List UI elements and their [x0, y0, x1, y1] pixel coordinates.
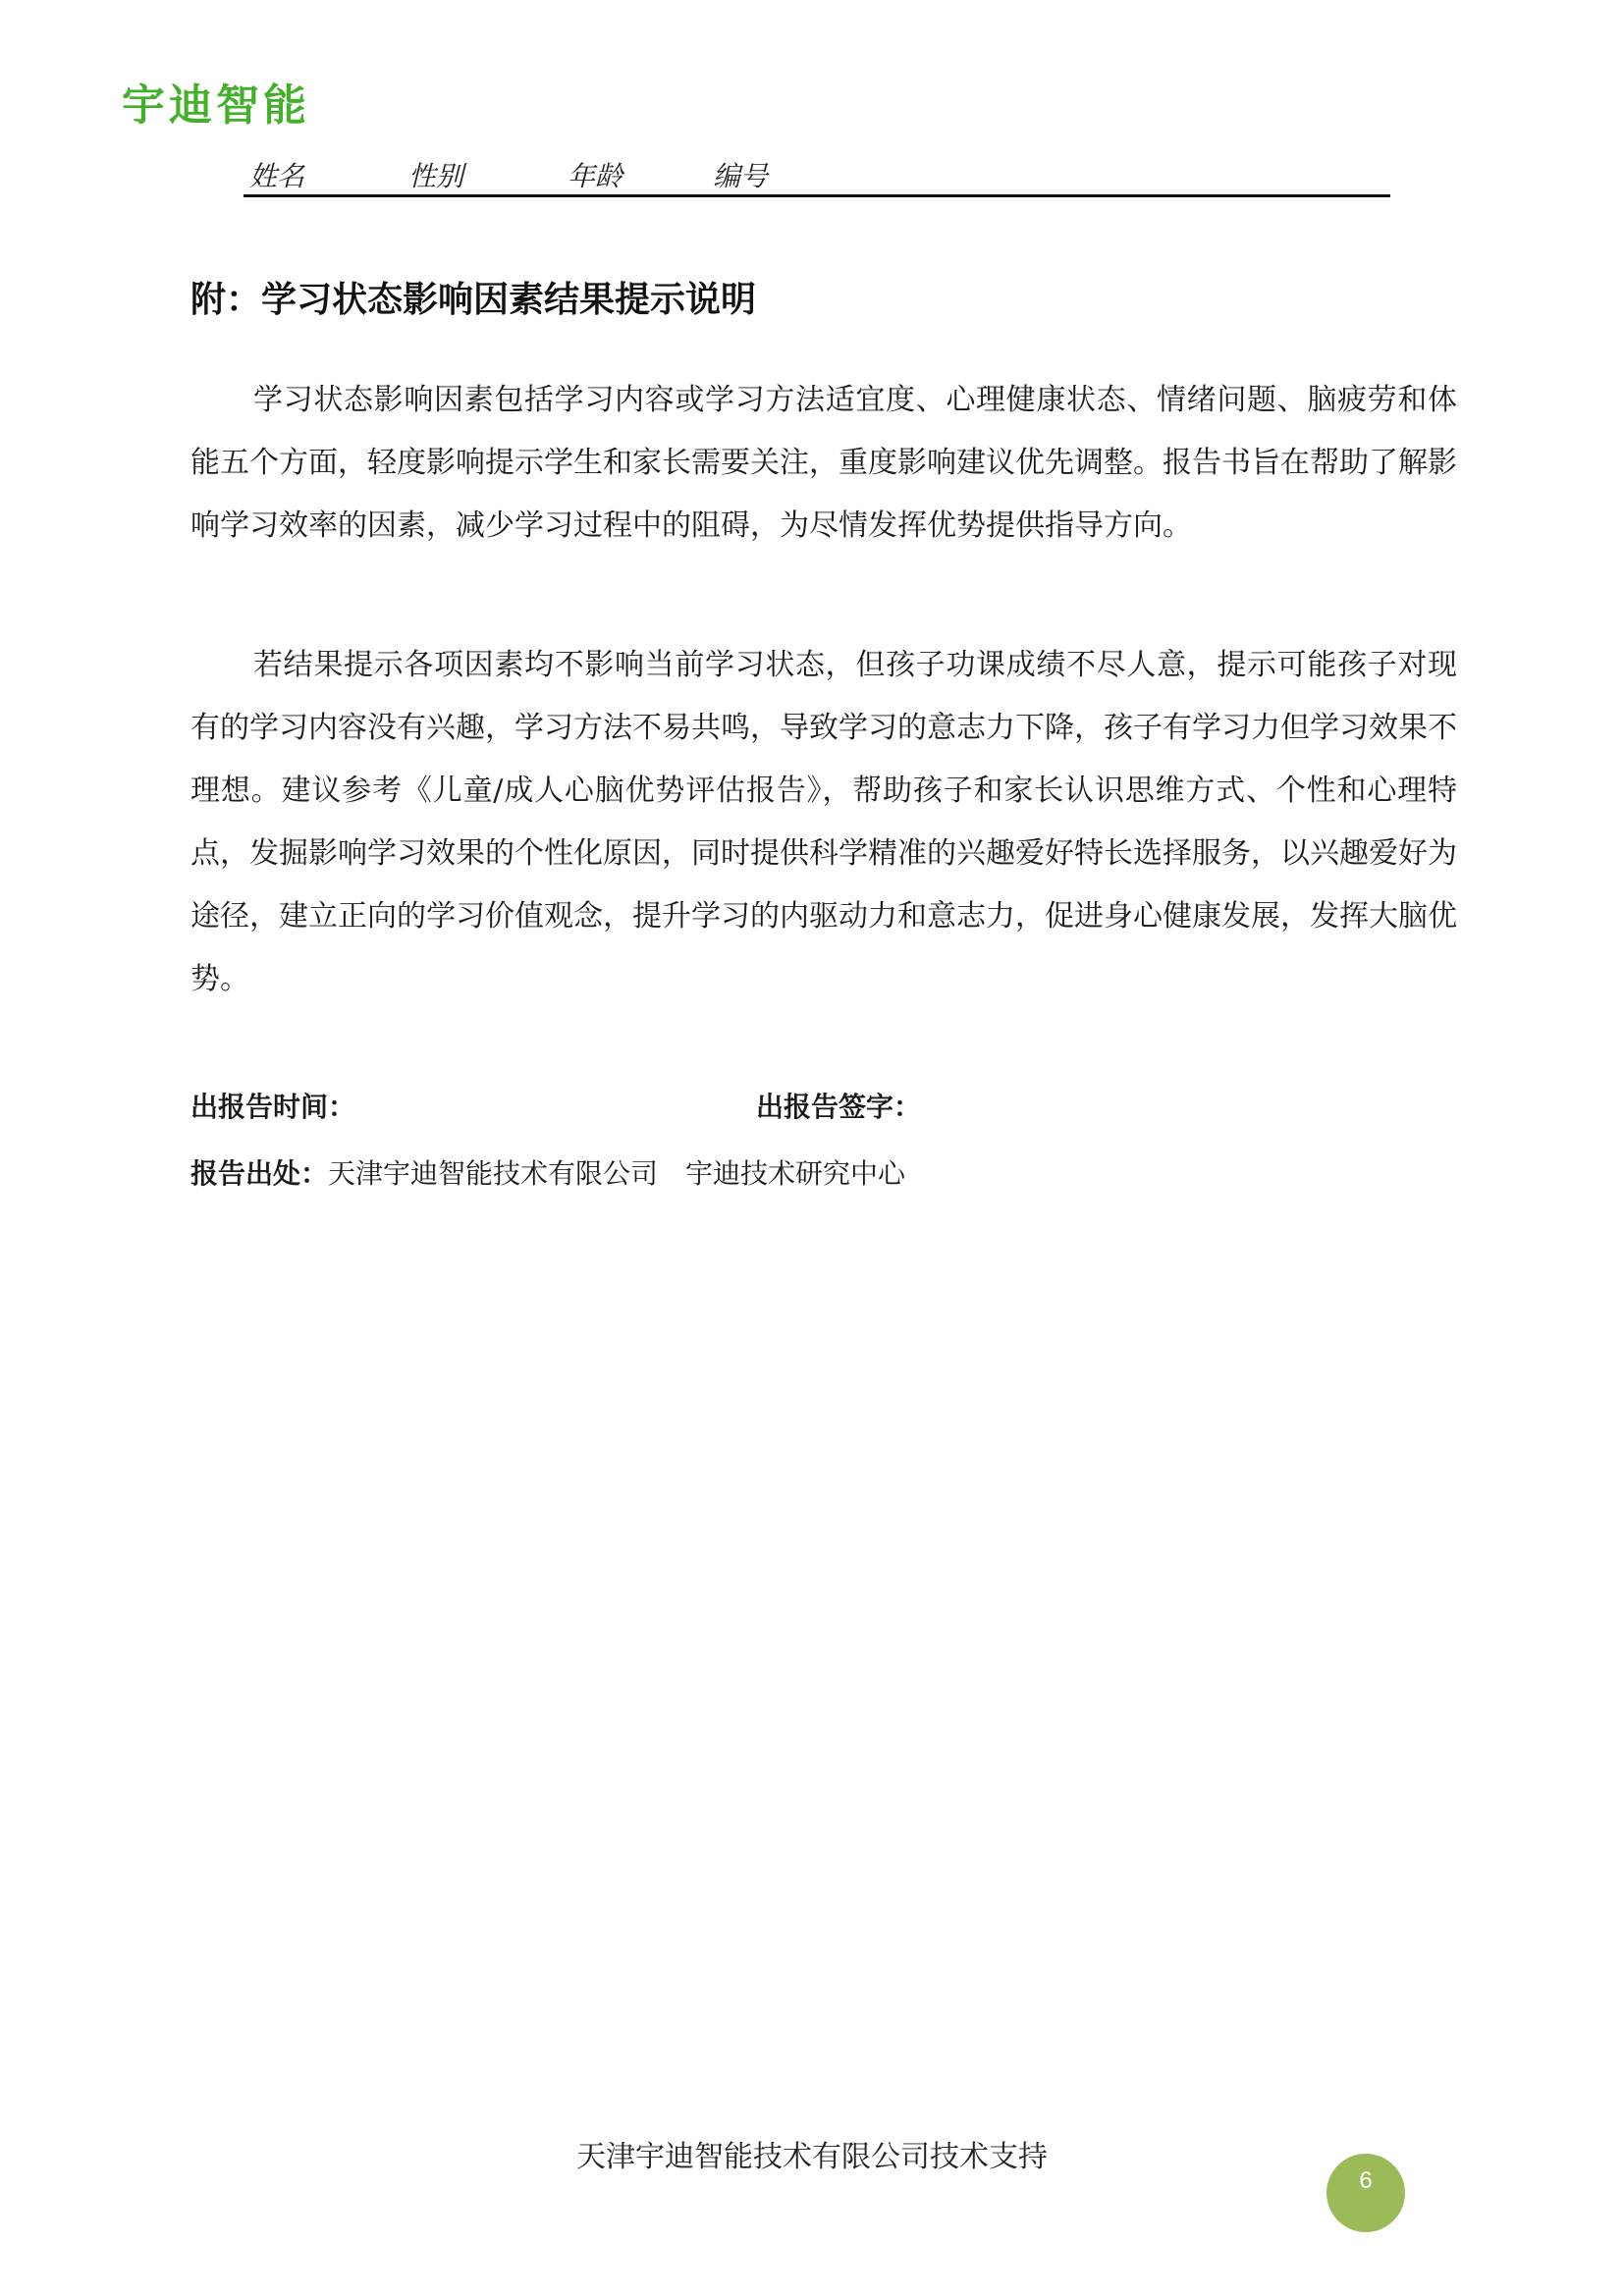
- header-fields: [244, 147, 1390, 197]
- report-source-company: 天津宇迪智能技术有限公司: [328, 1157, 659, 1190]
- page-number-badge: 6: [1326, 2154, 1405, 2232]
- report-source-label: 报告出处：: [190, 1157, 329, 1190]
- report-source-center: 宇迪技术研究中心: [685, 1157, 906, 1190]
- header-field-name: 姓名: [249, 160, 305, 192]
- report-signature-label: 出报告签字：: [756, 1091, 922, 1123]
- paragraph-factors: 学习状态影响因素包括学习内容或学习方法适宜度、心理健康状态、情绪问题、脑疲劳和体能五个方面，轻度影响提示学生和家长需要关注，重度影响建议优先调整。报告书旨在帮助了解影响学习效率的因素，减少学习过程中的阻碍，为尽情发挥优势提供指导方向。: [190, 383, 1457, 543]
- report-time-label: 出报告时间：: [190, 1091, 356, 1123]
- footer-support-text: 天津宇迪智能技术有限公司技术支持: [576, 2140, 1048, 2174]
- brand-logo: 宇迪智能: [122, 80, 310, 131]
- paragraph-suggestion: 若结果提示各项因素均不影响当前学习状态，但孩子功课成绩不尽人意，提示可能孩子对现有的学习内容没有兴趣，学习方法不易共鸣，导致学习的意志力下降，孩子有学习力但学习效果不理想。建议参考《儿童/成人心脑优势评估报告》，帮助孩子和家长认识思维方式、个性和心理特点，发掘影响学习效果的个性化原因，同时提供科学精准的兴趣爱好特长选择服务，以兴趣爱好为途径，建立正向的学习价值观念，提升学习的内驱动力和意志力，促进身心健康发展，发挥大脑优势。: [190, 648, 1457, 996]
- report-source: [190, 1154, 905, 1194]
- header-field-age: 年龄: [568, 160, 623, 192]
- header-field-gender: 性别: [408, 160, 464, 192]
- header-field-id: 编号: [713, 160, 769, 192]
- page-title: 附：学习状态影响因素结果提示说明: [190, 280, 757, 320]
